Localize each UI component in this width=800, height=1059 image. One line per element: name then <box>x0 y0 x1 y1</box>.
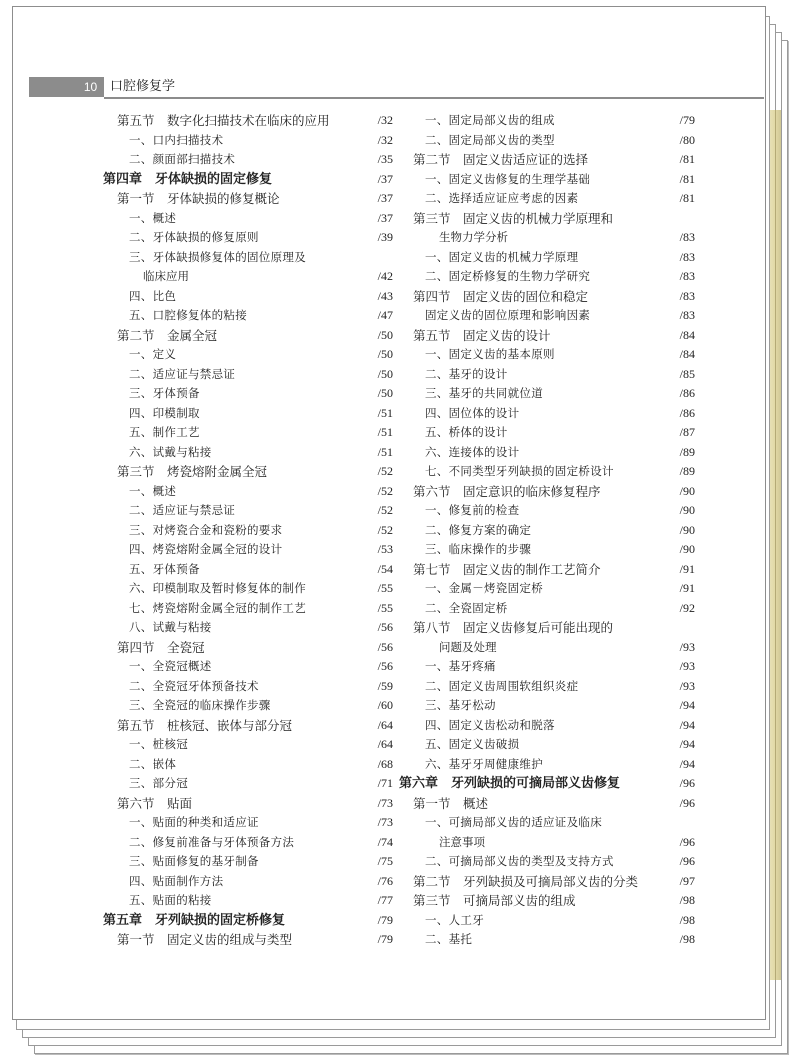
toc-item <box>399 267 695 287</box>
toc-item <box>103 228 393 248</box>
toc-entry-title: 一、概述 <box>129 483 177 498</box>
toc-entry-page: /51 <box>377 425 393 439</box>
toc-item <box>103 306 393 326</box>
toc-entry-title: 一、固定义齿的基本原则 <box>425 347 555 361</box>
toc-entry-title: 一、金属－烤瓷固定桥 <box>425 581 543 595</box>
toc-entry-page: /94 <box>679 717 695 732</box>
toc-item <box>399 540 695 560</box>
toc-item <box>399 462 695 482</box>
toc-chapter <box>103 911 393 931</box>
toc-section <box>103 794 393 814</box>
toc-entry-page: /35 <box>377 152 393 166</box>
toc-item <box>103 404 393 424</box>
toc-item <box>399 170 695 190</box>
toc-item <box>399 365 695 385</box>
toc-item <box>399 404 695 424</box>
toc-entry-page: /74 <box>377 834 393 849</box>
toc-entry-title: 五、固定义齿破损 <box>425 737 520 751</box>
toc-section <box>103 189 393 209</box>
toc-item <box>399 248 695 268</box>
toc-section <box>103 326 393 346</box>
toc-entry-page: /94 <box>679 737 695 751</box>
toc-entry-page: /91 <box>679 561 695 576</box>
toc-section <box>103 638 393 658</box>
toc-entry-page: /56 <box>377 659 393 673</box>
toc-entry-title: 三、牙体预备 <box>129 386 200 400</box>
toc-entry-page: /83 <box>679 308 695 322</box>
toc-entry-page: /42 <box>377 269 393 283</box>
toc-item <box>103 365 393 385</box>
toc-entry-title: 五、口腔修复体的粘接 <box>129 308 247 322</box>
toc-entry-page: /79 <box>377 932 393 946</box>
toc-entry-page: /51 <box>377 444 393 459</box>
toc-entry-page: /90 <box>679 542 695 556</box>
toc-entry-page: /80 <box>679 132 695 147</box>
toc-entry-page: /93 <box>679 639 695 654</box>
toc-entry-title: 二、固定义齿周围软组织炎症 <box>425 678 579 693</box>
toc-entry-title: 六、印模制取及暂时修复体的制作 <box>129 581 306 595</box>
toc-entry-title: 二、全瓷固定桥 <box>425 600 508 615</box>
toc-entry-title: 临床应用 <box>143 269 189 283</box>
toc-item <box>399 716 695 736</box>
toc-item <box>103 599 393 619</box>
toc-entry-page: /73 <box>377 795 393 810</box>
toc-item <box>399 755 695 775</box>
toc-entry-page: /73 <box>377 815 393 829</box>
toc-entry-title: 第四节 全瓷冠 <box>117 639 205 655</box>
toc-entry-page: /84 <box>679 347 695 361</box>
toc-section <box>399 482 695 502</box>
toc-item <box>103 872 393 892</box>
toc-entry-page: /51 <box>377 405 393 420</box>
toc-entry-title: 一、基牙疼痛 <box>425 659 496 673</box>
toc-entry-title: 三、贴面修复的基牙制备 <box>129 854 259 868</box>
toc-entry-page: /52 <box>377 464 393 478</box>
toc-chapter <box>399 774 695 794</box>
toc-entry-page: /83 <box>679 230 695 244</box>
toc-left-column <box>103 111 393 950</box>
toc-entry-title: 一、定义 <box>129 347 177 361</box>
toc-item <box>103 579 393 599</box>
toc-entry-title: 三、对烤瓷合金和瓷粉的要求 <box>129 522 283 537</box>
toc-section <box>399 872 695 892</box>
toc-entry-page: /79 <box>679 113 695 127</box>
toc-entry-page: /93 <box>679 659 695 673</box>
toc-entry-title: 二、固定局部义齿的类型 <box>425 132 555 147</box>
toc-item <box>103 501 393 521</box>
toc-entry-title: 一、固定义齿修复的生理学基础 <box>425 171 591 186</box>
toc-section <box>103 462 393 482</box>
toc-entry-page: /59 <box>377 678 393 693</box>
toc-entry-title: 第七节 固定义齿的制作工艺简介 <box>413 561 601 577</box>
toc-entry-title: 注意事项 <box>439 834 485 849</box>
toc-entry-page: /50 <box>377 386 393 400</box>
document-page <box>12 6 766 1020</box>
toc-entry-page: /97 <box>679 873 695 888</box>
toc-section <box>103 111 393 131</box>
toc-item <box>399 501 695 521</box>
toc-entry-title: 第六节 固定意识的临床修复程序 <box>413 483 601 499</box>
toc-entry-page: /64 <box>377 737 393 751</box>
toc-item <box>399 189 695 209</box>
toc-entry-title: 一、桩核冠 <box>129 737 188 751</box>
toc-entry-page: /37 <box>377 210 393 225</box>
toc-entry-title: 四、烤瓷熔附金属全冠的设计 <box>129 542 283 556</box>
toc-entry-title: 四、贴面制作方法 <box>129 873 224 888</box>
toc-entry-title: 二、修复方案的确定 <box>425 522 532 537</box>
toc-entry-title: 二、适应证与禁忌证 <box>129 366 236 381</box>
toc-entry-title: 五、牙体预备 <box>129 561 200 576</box>
toc-entry-title: 五、桥体的设计 <box>425 425 508 439</box>
toc-item <box>103 482 393 502</box>
toc-entry-page: /90 <box>679 483 695 498</box>
toc-entry-title: 三、临床操作的步骤 <box>425 542 532 556</box>
toc-entry-title: 三、基牙的共同就位道 <box>425 386 543 400</box>
toc-entry-title: 四、固位体的设计 <box>425 405 520 420</box>
toc-section <box>399 287 695 307</box>
toc-entry-title: 四、固定义齿松动和脱落 <box>425 717 555 732</box>
toc-entry-page: /81 <box>679 191 695 205</box>
toc-entry-page: /52 <box>377 483 393 498</box>
toc-item <box>103 248 393 268</box>
toc-entry-title: 二、可摘局部义齿的类型及支持方式 <box>425 854 614 868</box>
toc-item <box>103 267 393 287</box>
toc-item <box>399 735 695 755</box>
toc-entry-page: /89 <box>679 444 695 459</box>
toc-entry-title: 第三节 固定义齿的机械力学原理和 <box>413 210 614 226</box>
toc-entry-page: /81 <box>679 152 695 166</box>
toc-entry-page: /68 <box>377 756 393 771</box>
toc-entry-title: 三、全瓷冠的临床操作步骤 <box>129 698 271 712</box>
toc-entry-page: /89 <box>679 464 695 478</box>
toc-entry-page: /98 <box>679 893 695 907</box>
toc-entry-title: 二、固定桥修复的生物力学研究 <box>425 269 591 283</box>
toc-entry-title: 七、烤瓷熔附金属全冠的制作工艺 <box>129 600 306 615</box>
toc-entry-title: 第八节 固定义齿修复后可能出现的 <box>413 620 614 635</box>
toc-section <box>399 794 695 814</box>
toc-entry-title: 一、人工牙 <box>425 912 484 927</box>
toc-entry-page: /52 <box>377 503 393 517</box>
toc-entry-title: 一、固定局部义齿的组成 <box>425 113 555 127</box>
toc-entry-title: 第三节 可摘局部义齿的组成 <box>413 893 576 908</box>
toc-entry-page: /55 <box>377 581 393 595</box>
toc-entry-title: 二、修复前准备与牙体预备方法 <box>129 834 295 849</box>
toc-entry-page: /90 <box>679 522 695 537</box>
toc-item <box>399 443 695 463</box>
toc-item <box>399 131 695 151</box>
toc-entry-title: 第五节 固定义齿的设计 <box>413 327 551 343</box>
toc-entry-page: /60 <box>377 698 393 712</box>
toc-item <box>399 599 695 619</box>
toc-entry-title: 第五章 牙列缺损的固定桥修复 <box>103 912 286 928</box>
toc-entry-title: 一、可摘局部义齿的适应证及临床 <box>425 815 602 829</box>
toc-entry-page: /77 <box>377 893 393 907</box>
toc-entry-page: /50 <box>377 327 393 342</box>
toc-item <box>103 833 393 853</box>
toc-entry-page: /98 <box>679 932 695 946</box>
toc-entry-page: /53 <box>377 542 393 556</box>
toc-item <box>103 696 393 716</box>
toc-item <box>399 111 695 131</box>
toc-item <box>103 657 393 677</box>
toc-entry-page: /83 <box>679 269 695 283</box>
toc-entry-page: /32 <box>377 132 393 147</box>
toc-entry-title: 三、基牙松动 <box>425 698 496 712</box>
toc-entry-title: 二、基牙的设计 <box>425 366 508 381</box>
toc-chapter <box>103 170 393 190</box>
toc-item <box>103 618 393 638</box>
toc-entry-page: /75 <box>377 854 393 868</box>
toc-entry-title: 第一节 固定义齿的组成与类型 <box>117 932 293 947</box>
toc-entry-page: /43 <box>377 288 393 303</box>
toc-item <box>103 209 393 229</box>
toc-entry-page: /98 <box>679 912 695 927</box>
toc-entry-title: 第五节 桩核冠、嵌体与部分冠 <box>117 717 293 733</box>
toc-entry-title: 二、颜面部扫描技术 <box>129 152 236 166</box>
toc-entry-title: 三、部分冠 <box>129 776 188 790</box>
toc-entry-page: /37 <box>377 191 393 205</box>
toc-section <box>103 716 393 736</box>
toc-entry-page: /76 <box>377 873 393 888</box>
toc-entry-page: /52 <box>377 522 393 537</box>
toc-entry-page: /56 <box>377 620 393 634</box>
toc-entry-title: 第一节 概述 <box>413 795 489 811</box>
toc-entry-title: 一、口内扫描技术 <box>129 132 224 147</box>
page-number: 10 <box>83 80 98 94</box>
toc-entry-page: /79 <box>377 912 393 927</box>
toc-entry-page: /56 <box>377 639 393 654</box>
toc-entry-page: /91 <box>679 581 695 595</box>
toc-item <box>103 131 393 151</box>
toc-entry-title: 第六节 贴面 <box>117 795 193 811</box>
header-rule <box>104 97 764 99</box>
toc-item <box>103 891 393 911</box>
book-title: 口腔修复学 <box>110 79 176 94</box>
toc-section <box>103 930 393 950</box>
toc-entry-title: 四、印模制取 <box>129 405 200 420</box>
toc-section <box>399 209 695 229</box>
toc-entry-page: /84 <box>679 327 695 342</box>
toc-entry-page: /50 <box>377 347 393 361</box>
toc-item <box>399 384 695 404</box>
toc-entry-title: 二、牙体缺损的修复原则 <box>129 230 259 244</box>
toc-section <box>399 560 695 580</box>
toc-entry-title: 一、概述 <box>129 210 177 225</box>
toc-entry-page: /47 <box>377 308 393 322</box>
toc-entry-page: /71 <box>377 776 393 790</box>
toc-item <box>103 540 393 560</box>
toc-item <box>399 345 695 365</box>
toc-section <box>399 618 695 638</box>
toc-item <box>103 423 393 443</box>
toc-item <box>399 228 695 248</box>
toc-entry-title: 第五节 数字化扫描技术在临床的应用 <box>117 113 330 128</box>
toc-item <box>103 852 393 872</box>
toc-entry-title: 八、试戴与粘接 <box>129 620 212 634</box>
toc-entry-page: /94 <box>679 698 695 712</box>
toc-item <box>399 657 695 677</box>
toc-entry-title: 六、连接体的设计 <box>425 444 520 459</box>
toc-entry-page: /64 <box>377 717 393 732</box>
toc-item <box>399 423 695 443</box>
toc-entry-title: 二、选择适应证应考虑的因素 <box>425 191 579 205</box>
toc-entry-title: 二、嵌体 <box>129 756 177 771</box>
toc-right-column <box>399 111 695 950</box>
toc-entry-title: 固定义齿的固位原理和影响因素 <box>425 308 591 322</box>
toc-entry-page: /87 <box>679 425 695 439</box>
toc-entry-title: 一、修复前的检查 <box>425 503 520 517</box>
toc-item <box>399 677 695 697</box>
toc-item <box>103 384 393 404</box>
toc-entry-page: /54 <box>377 561 393 576</box>
toc-entry-page: /96 <box>679 795 695 810</box>
toc-item <box>103 677 393 697</box>
toc-item <box>103 735 393 755</box>
toc-item <box>103 287 393 307</box>
toc-entry-title: 第四章 牙体缺损的固定修复 <box>103 171 273 187</box>
toc-entry-page: /86 <box>679 405 695 420</box>
toc-section <box>399 150 695 170</box>
toc-entry-page: /32 <box>377 113 393 127</box>
toc-item <box>399 813 695 833</box>
toc-entry-title: 第二节 金属全冠 <box>117 327 218 343</box>
toc-entry-page: /90 <box>679 503 695 517</box>
toc-entry-title: 第三节 烤瓷熔附金属全冠 <box>117 464 268 479</box>
toc-entry-page: /50 <box>377 366 393 381</box>
toc-item <box>399 930 695 950</box>
toc-item <box>103 813 393 833</box>
toc-entry-page: /85 <box>679 366 695 381</box>
toc-entry-title: 七、不同类型牙列缺损的固定桥设计 <box>425 464 614 478</box>
toc-entry-page: /92 <box>679 600 695 615</box>
toc-entry-title: 二、基托 <box>425 932 473 946</box>
toc-entry-page: /93 <box>679 678 695 693</box>
toc-item <box>103 521 393 541</box>
toc-entry-title: 五、贴面的粘接 <box>129 893 212 907</box>
toc-section <box>399 326 695 346</box>
toc-item <box>399 306 695 326</box>
toc-entry-page: /96 <box>679 776 695 790</box>
toc-entry-title: 一、固定义齿的机械力学原理 <box>425 249 579 264</box>
toc-entry-title: 二、适应证与禁忌证 <box>129 503 236 517</box>
toc-entry-page: /55 <box>377 600 393 615</box>
toc-item <box>103 755 393 775</box>
toc-entry-title: 六、试戴与粘接 <box>129 444 212 459</box>
toc-item <box>399 579 695 599</box>
toc-entry-title: 六、基牙牙周健康维护 <box>425 756 543 771</box>
toc-item <box>103 443 393 463</box>
toc-item <box>103 560 393 580</box>
toc-entry-title: 二、全瓷冠牙体预备技术 <box>129 678 259 693</box>
toc-entry-title: 三、牙体缺损修复体的固位原理及 <box>129 249 306 264</box>
toc-entry-page: /83 <box>679 288 695 303</box>
toc-entry-title: 一、贴面的种类和适应证 <box>129 815 259 829</box>
toc-entry-title: 问题及处理 <box>439 639 497 654</box>
toc-item <box>399 521 695 541</box>
toc-entry-page: /86 <box>679 386 695 400</box>
toc-entry-title: 第六章 牙列缺损的可摘局部义齿修复 <box>399 776 621 791</box>
toc-entry-page: /81 <box>679 171 695 186</box>
toc-entry-title: 生物力学分析 <box>439 230 508 244</box>
toc-entry-title: 第四节 固定义齿的固位和稳定 <box>413 288 589 304</box>
toc-entry-page: /94 <box>679 756 695 771</box>
toc-item <box>103 774 393 794</box>
toc-item <box>103 150 393 170</box>
toc-entry-page: /39 <box>377 230 393 244</box>
toc-item <box>103 345 393 365</box>
toc-entry-title: 第二节 固定义齿适应证的选择 <box>413 152 589 167</box>
toc-section <box>399 891 695 911</box>
toc-entry-page: /83 <box>679 249 695 264</box>
toc-item <box>399 833 695 853</box>
toc-entry-title: 第一节 牙体缺损的修复概论 <box>117 191 280 206</box>
toc-item <box>399 911 695 931</box>
toc-item <box>399 696 695 716</box>
toc-entry-title: 四、比色 <box>129 288 177 303</box>
toc-entry-page: /96 <box>679 854 695 868</box>
toc-entry-page: /37 <box>377 171 393 186</box>
toc-entry-title: 五、制作工艺 <box>129 425 200 439</box>
toc-item <box>399 852 695 872</box>
toc-item <box>399 638 695 658</box>
toc-entry-page: /96 <box>679 834 695 849</box>
toc-entry-title: 一、全瓷冠概述 <box>129 659 212 673</box>
toc-entry-title: 第二节 牙列缺损及可摘局部义齿的分类 <box>413 873 639 889</box>
